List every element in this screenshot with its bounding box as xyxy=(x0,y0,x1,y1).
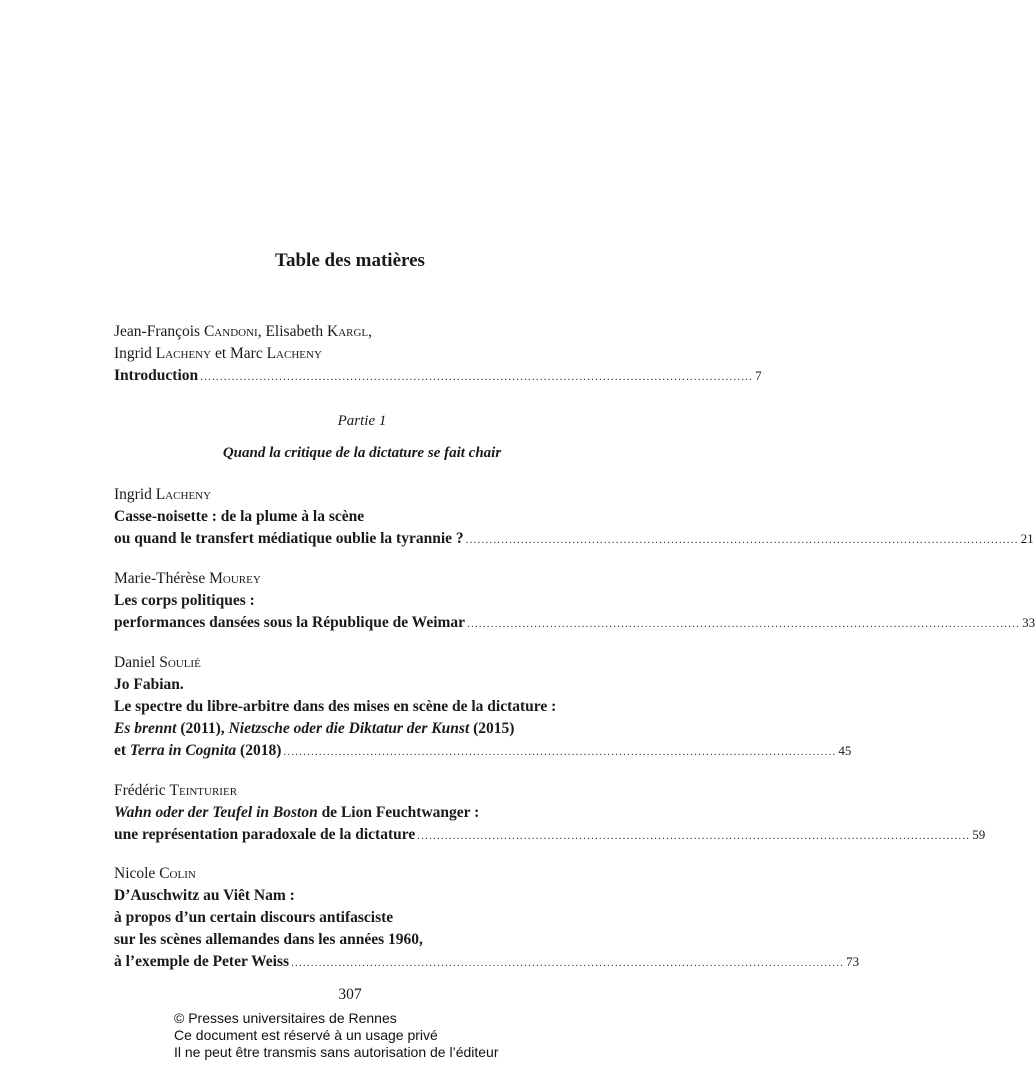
page-number: 307 xyxy=(338,986,362,1003)
author-text: et Marc xyxy=(211,345,267,362)
toc-link[interactable] xyxy=(114,951,860,974)
entry-title: Introduction xyxy=(114,367,199,384)
leader-dots: ............................................................................................................................................ xyxy=(291,957,845,969)
author-text: Nicole xyxy=(114,865,160,882)
toc-entry xyxy=(114,484,1034,551)
entry-text: de Lion Feuchtwanger : xyxy=(317,804,480,821)
author-surname: Mourey xyxy=(209,570,261,587)
author-surname: Colin xyxy=(159,865,196,882)
entry-title: D’Auschwitz au Viêt Nam : xyxy=(114,887,295,904)
entry-title: à propos d’un certain discours antifasciste xyxy=(114,909,394,926)
toc-link[interactable] xyxy=(114,528,1034,551)
author-line xyxy=(114,652,610,674)
toc-link-introduction[interactable] xyxy=(114,365,762,388)
author-surname: Soulié xyxy=(159,654,201,671)
author-surname: Lacheny xyxy=(155,345,212,362)
toc-link[interactable] xyxy=(114,612,1035,635)
work-title: Es brennt xyxy=(114,720,177,737)
copyright-line: © Presses universitaires de Rennes xyxy=(174,1010,397,1026)
work-title: Wahn oder der Teufel in Boston xyxy=(114,804,318,821)
author-text: Marie-Thérèse xyxy=(114,570,210,587)
entry-title: Le spectre du libre-arbitre dans des mises en scène de la dictature : xyxy=(114,698,557,715)
entry-text: (2011), xyxy=(176,720,229,737)
author-text: Jean-François xyxy=(114,323,204,340)
entry-title: performances dansées sous la République de Weimar xyxy=(114,614,466,631)
entry-title-line xyxy=(114,718,610,740)
author-text: Daniel xyxy=(114,654,160,671)
toc-entry xyxy=(114,568,1035,635)
entry-title: Jo Fabian. xyxy=(114,676,184,693)
toc-entry xyxy=(114,780,986,847)
entry-title: Les corps politiques : xyxy=(114,592,255,609)
copyright-notice xyxy=(174,1010,499,1061)
entry-text: et xyxy=(114,742,130,759)
author-line xyxy=(114,568,610,590)
author-surname: Lacheny xyxy=(155,486,212,503)
work-title: Nietzsche oder die Diktatur der Kunst xyxy=(228,720,470,737)
entry-text: (2018) xyxy=(236,742,282,759)
author-surname: Kargl xyxy=(327,323,369,340)
entry-text: (2015) xyxy=(469,720,515,737)
author-surname: Candoni xyxy=(203,323,258,340)
entry-title: à l’exemple de Peter Weiss xyxy=(114,953,290,970)
part-label: Partie 1 xyxy=(337,413,387,429)
page-ref: 45 xyxy=(838,743,852,758)
toc-link[interactable] xyxy=(114,740,852,763)
work-title: Terra in Cognita xyxy=(129,742,237,759)
entry-title xyxy=(114,740,281,762)
page-ref: 33 xyxy=(1022,615,1035,630)
author-surname: Lacheny xyxy=(266,345,322,362)
author-text: , xyxy=(368,323,373,340)
part-subtitle: Quand la critique de la dictature se fait chair xyxy=(222,445,502,461)
leader-dots: ............................................................................................................................................ xyxy=(465,534,1019,546)
author-text: Ingrid xyxy=(114,345,156,362)
leader-dots: ............................................................................................................................................ xyxy=(200,371,754,383)
toc-link[interactable] xyxy=(114,824,986,847)
author-line xyxy=(114,484,610,506)
page-ref: 73 xyxy=(846,954,860,969)
author-surname: Teinturier xyxy=(169,782,238,799)
entry-title: Casse-noisette : de la plume à la scène xyxy=(114,508,365,525)
page-ref: 59 xyxy=(972,827,986,842)
entry-title: sur les scènes allemandes dans les années 1960, xyxy=(114,931,423,948)
toc-entry xyxy=(114,863,860,974)
author-line xyxy=(114,343,610,365)
leader-dots: ............................................................................................................................................ xyxy=(283,746,837,758)
page-title: Table des matières xyxy=(275,250,425,271)
entry-title: une représentation paradoxale de la dictature xyxy=(114,826,416,843)
part-subtitle-block xyxy=(114,445,610,462)
part-heading xyxy=(114,413,610,430)
author-text: , Elisabeth xyxy=(257,323,328,340)
usage-line: Ce document est réservé à un usage privé xyxy=(174,1027,438,1043)
page-ref: 7 xyxy=(755,368,762,383)
author-text: Ingrid xyxy=(114,486,156,503)
author-line xyxy=(114,863,610,885)
page-ref: 21 xyxy=(1020,531,1034,546)
toc-entry xyxy=(114,652,852,763)
entry-title: ou quand le transfert médiatique oublie la tyrannie ? xyxy=(114,530,464,547)
leader-dots: ............................................................................................................................................ xyxy=(467,618,1021,630)
author-line xyxy=(114,321,610,343)
entry-title-line xyxy=(114,802,610,824)
toc-entry-introduction xyxy=(114,321,762,388)
leader-dots: ............................................................................................................................................ xyxy=(417,830,971,842)
author-text: Frédéric xyxy=(114,782,170,799)
restriction-line: Il ne peut être transmis sans autorisation de l’éditeur xyxy=(174,1044,499,1060)
author-line xyxy=(114,780,610,802)
